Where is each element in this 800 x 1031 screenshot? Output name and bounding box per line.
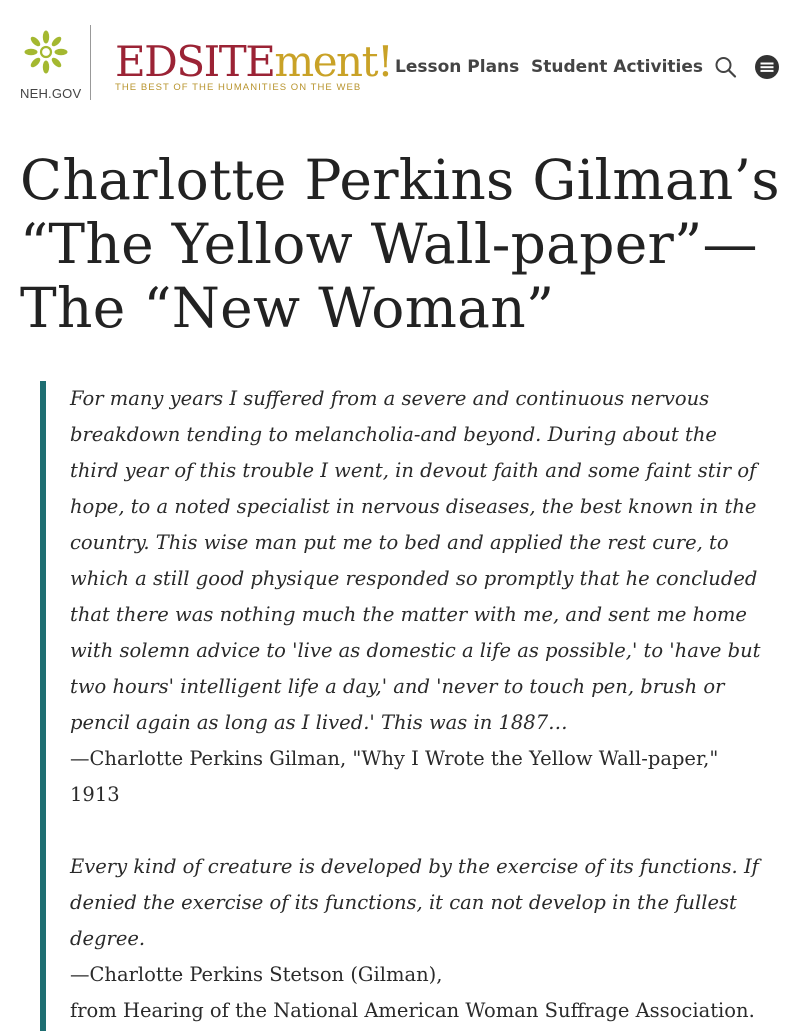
edsitement-logo[interactable] bbox=[115, 38, 392, 93]
site-header bbox=[0, 0, 800, 130]
quote-line: third year of this trouble I went, in devout faith and some faint stir of bbox=[70, 459, 757, 482]
quote-spacer bbox=[70, 813, 785, 849]
title-line: “The Yellow Wall-paper”— bbox=[20, 212, 758, 276]
title-line: Charlotte Perkins Gilman’s bbox=[20, 148, 780, 212]
menu-icon bbox=[754, 54, 780, 80]
nav-lesson-plans[interactable]: Lesson Plans bbox=[395, 57, 520, 77]
page-title bbox=[20, 148, 790, 340]
quote-line: pencil again as long as I lived.' This was in 1887… bbox=[70, 711, 568, 734]
quote-line: which a still good physique responded so promptly that he concluded bbox=[70, 567, 758, 590]
quote-1 bbox=[70, 381, 785, 813]
brand-part1: EDSITE bbox=[115, 37, 275, 86]
quote-line: hope, to a noted specialist in nervous diseases, the best known in the bbox=[70, 495, 757, 518]
header-divider bbox=[90, 25, 91, 100]
search-icon bbox=[713, 54, 739, 80]
quote-attribution: 1913 bbox=[70, 783, 120, 806]
search-button[interactable] bbox=[713, 54, 739, 80]
brand-part2: ment! bbox=[274, 37, 393, 86]
quote-line: breakdown tending to melancholia-and beyond. During about the bbox=[70, 423, 717, 446]
quote-attribution: —Charlotte Perkins Gilman, "Why I Wrote the Yellow Wall-paper," bbox=[70, 747, 719, 770]
quote-2 bbox=[70, 849, 785, 1029]
quote-attribution: —Charlotte Perkins Stetson (Gilman), bbox=[70, 963, 443, 986]
quote-line: For many years I suffered from a severe and continuous nervous bbox=[70, 387, 710, 410]
nav-student-activities[interactable]: Student Activities bbox=[531, 57, 704, 77]
menu-button[interactable] bbox=[754, 54, 780, 80]
brand-tagline: THE BEST OF THE HUMANITIES ON THE WEB bbox=[115, 82, 362, 93]
quote-attribution: from Hearing of the National American Woman Suffrage Association. bbox=[70, 999, 755, 1022]
blockquote bbox=[40, 381, 785, 1031]
quote-line: degree. bbox=[70, 927, 146, 950]
quote-line: two hours' intelligent life a day,' and 'never to touch pen, brush or bbox=[70, 675, 725, 698]
quote-line: denied the exercise of its functions, it can not develop in the fullest bbox=[70, 891, 737, 914]
brand-wordmark bbox=[115, 37, 392, 86]
neh-sunburst-icon bbox=[24, 30, 68, 74]
quote-line: country. This wise man put me to bed and applied the rest cure, to bbox=[70, 531, 729, 554]
quote-line: that there was nothing much the matter with me, and sent me home bbox=[70, 603, 747, 626]
quote-line: Every kind of creature is developed by the exercise of its functions. If bbox=[70, 855, 759, 878]
quote-line: with solemn advice to 'live as domestic a life as possible,' to 'have but bbox=[70, 639, 761, 662]
neh-label: NEH.GOV bbox=[20, 86, 82, 101]
title-line: The “New Woman” bbox=[20, 276, 555, 340]
